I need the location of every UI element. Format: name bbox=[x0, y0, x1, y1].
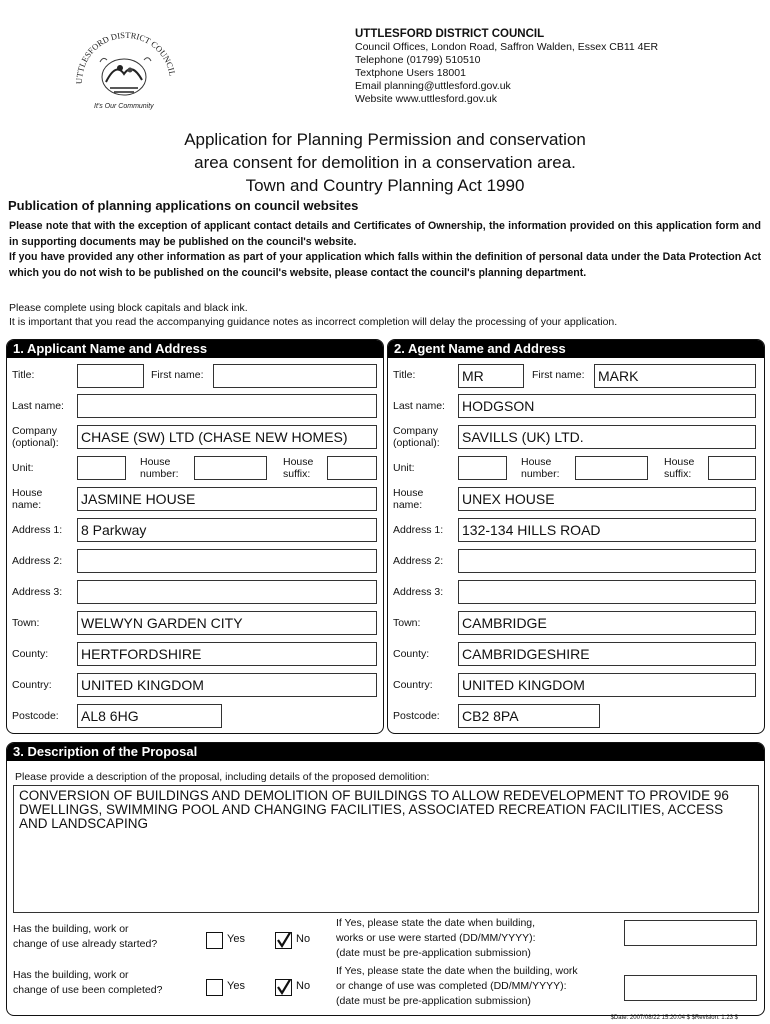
house-name-label: House name: bbox=[12, 487, 43, 511]
publication-heading: Publication of planning applications on council websites bbox=[8, 198, 359, 213]
q2-completion-date-field[interactable] bbox=[624, 975, 757, 1001]
q2-line1: Has the building, work or bbox=[13, 969, 129, 981]
agent-postcode-field[interactable]: CB2 8PA bbox=[458, 704, 600, 728]
agent-county-field[interactable]: CAMBRIDGESHIRE bbox=[458, 642, 756, 666]
proposal-heading: 3. Description of the Proposal bbox=[7, 743, 764, 761]
agent-house-name-field[interactable]: UNEX HOUSE bbox=[458, 487, 756, 511]
address2-label: Address 2: bbox=[12, 555, 63, 567]
applicant-postcode-field[interactable]: AL8 6HG bbox=[77, 704, 222, 728]
q2-yes-checkbox[interactable] bbox=[206, 979, 223, 996]
q1-yes-label: Yes bbox=[227, 933, 245, 945]
q2-line2: change of use been completed? bbox=[13, 984, 163, 996]
q1-started-label bbox=[13, 922, 157, 952]
revision-footer: $Date: 2007/08/22 15:20:04 $ $Revision: 1.23 $ bbox=[610, 1015, 738, 1021]
address3-label: Address 3: bbox=[12, 586, 63, 598]
applicant-first-name-field[interactable] bbox=[213, 364, 377, 388]
agent-heading: 2. Agent Name and Address bbox=[388, 340, 764, 358]
unit-label: Unit: bbox=[12, 462, 34, 474]
town-label: Town: bbox=[393, 617, 421, 629]
county-label: County: bbox=[393, 648, 430, 660]
applicant-title-field[interactable] bbox=[77, 364, 144, 388]
form-title bbox=[0, 128, 770, 197]
publication-notice bbox=[9, 219, 761, 281]
q2-date-line3: (date must be pre-application submission) bbox=[336, 995, 531, 1007]
form-title-line1: Application for Planning Permission and conservation bbox=[184, 130, 586, 149]
form-title-line2: area consent for demolition in a conservation area. bbox=[194, 153, 576, 172]
council-website[interactable]: Website www.uttlesford.gov.uk bbox=[355, 93, 498, 105]
q1-start-date-field[interactable] bbox=[624, 920, 757, 946]
publication-para1: Please note that with the exception of applicant contact details and Certificates of Ownership, the information provided on this application form and in supporting documents may be published on the council's website. bbox=[9, 220, 761, 248]
country-label: Country: bbox=[393, 679, 433, 691]
agent-address2-field[interactable] bbox=[458, 549, 756, 573]
applicant-house-suffix-field[interactable] bbox=[327, 456, 377, 480]
postcode-label: Postcode: bbox=[393, 710, 440, 722]
agent-address1-field[interactable]: 132-134 HILLS ROAD bbox=[458, 518, 756, 542]
house-suffix-label: House suffix: bbox=[664, 456, 695, 480]
q2-date-line2: or change of use was completed (DD/MM/YYYY): bbox=[336, 980, 567, 992]
applicant-address2-field[interactable] bbox=[77, 549, 377, 573]
q2-yes-label: Yes bbox=[227, 980, 245, 992]
applicant-house-number-field[interactable] bbox=[194, 456, 267, 480]
agent-last-name-field[interactable]: HODGSON bbox=[458, 394, 756, 418]
q2-date-line1: If Yes, please state the date when the building, work bbox=[336, 965, 578, 977]
svg-text:UTTLESFORD DISTRICT COUNCIL: UTTLESFORD DISTRICT COUNCIL bbox=[73, 29, 178, 85]
checkmark-icon bbox=[276, 980, 291, 995]
applicant-unit-field[interactable] bbox=[77, 456, 126, 480]
address3-label: Address 3: bbox=[393, 586, 444, 598]
applicant-address3-field[interactable] bbox=[77, 580, 377, 604]
first-name-label: First name: bbox=[151, 369, 204, 381]
svg-text:It's Our Community: It's Our Community bbox=[94, 103, 154, 110]
q2-completed-label bbox=[13, 968, 162, 998]
agent-address3-field[interactable] bbox=[458, 580, 756, 604]
applicant-house-name-field[interactable]: JASMINE HOUSE bbox=[77, 487, 377, 511]
q1-line2: change of use already started? bbox=[13, 938, 158, 950]
applicant-heading: 1. Applicant Name and Address bbox=[7, 340, 383, 358]
town-label: Town: bbox=[12, 617, 40, 629]
country-label: Country: bbox=[12, 679, 52, 691]
council-email[interactable]: Email planning@uttlesford.gov.uk bbox=[355, 80, 511, 92]
company-label: Company (optional): bbox=[393, 425, 440, 449]
applicant-town-field[interactable]: WELWYN GARDEN CITY bbox=[77, 611, 377, 635]
address2-label: Address 2: bbox=[393, 555, 444, 567]
applicant-company-field[interactable]: CHASE (SW) LTD (CHASE NEW HOMES) bbox=[77, 425, 377, 449]
agent-section bbox=[387, 339, 765, 734]
title-label: Title: bbox=[12, 369, 35, 381]
council-name: UTTLESFORD DISTRICT COUNCIL bbox=[355, 28, 545, 40]
checkmark-icon bbox=[276, 933, 291, 948]
applicant-county-field[interactable]: HERTFORDSHIRE bbox=[77, 642, 377, 666]
q2-date-label bbox=[336, 964, 578, 1009]
agent-unit-field[interactable] bbox=[458, 456, 507, 480]
house-number-label: House number: bbox=[140, 456, 179, 480]
proposal-section bbox=[6, 742, 765, 1016]
q1-date-line1: If Yes, please state the date when building, bbox=[336, 917, 536, 929]
agent-company-field[interactable]: SAVILLS (UK) LTD. bbox=[458, 425, 756, 449]
unit-label: Unit: bbox=[393, 462, 415, 474]
instructions bbox=[9, 301, 617, 329]
q2-no-label: No bbox=[296, 980, 311, 992]
instructions-line1: Please complete using block capitals and black ink. bbox=[9, 302, 248, 314]
county-label: County: bbox=[12, 648, 49, 660]
form-title-line3: Town and Country Planning Act 1990 bbox=[245, 176, 525, 195]
proposal-prompt: Please provide a description of the proposal, including details of the proposed demolition: bbox=[15, 771, 430, 783]
agent-house-number-field[interactable] bbox=[575, 456, 648, 480]
applicant-section bbox=[6, 339, 384, 734]
applicant-last-name-field[interactable] bbox=[77, 394, 377, 418]
council-textphone: Textphone Users 18001 bbox=[355, 67, 466, 79]
title-label: Title: bbox=[393, 369, 416, 381]
q1-no-label: No bbox=[296, 933, 311, 945]
house-number-label: House number: bbox=[521, 456, 560, 480]
council-contact-block bbox=[355, 28, 658, 106]
agent-country-field[interactable]: UNITED KINGDOM bbox=[458, 673, 756, 697]
q1-date-line3: (date must be pre-application submission) bbox=[336, 947, 531, 959]
address1-label: Address 1: bbox=[12, 524, 63, 536]
q1-yes-checkbox[interactable] bbox=[206, 932, 223, 949]
company-label: Company (optional): bbox=[12, 425, 59, 449]
q2-no-checkbox[interactable] bbox=[275, 979, 292, 996]
applicant-country-field[interactable]: UNITED KINGDOM bbox=[77, 673, 377, 697]
first-name-label: First name: bbox=[532, 369, 585, 381]
instructions-line2: It is important that you read the accompanying guidance notes as incorrect completion will delay the processing of your application. bbox=[9, 316, 618, 328]
q1-no-checkbox[interactable] bbox=[275, 932, 292, 949]
council-address: Council Offices, London Road, Saffron Walden, Essex CB11 4ER bbox=[355, 41, 659, 53]
house-suffix-label: House suffix: bbox=[283, 456, 314, 480]
applicant-address1-field[interactable]: 8 Parkway bbox=[77, 518, 377, 542]
address1-label: Address 1: bbox=[393, 524, 444, 536]
house-name-label: House name: bbox=[393, 487, 424, 511]
proposal-description-field[interactable]: CONVERSION OF BUILDINGS AND DEMOLITION OF BUILDINGS TO ALLOW REDEVELOPMENT TO PROVIDE 96 DWELLINGS, SWIMMING POOL AND CHANGING FACILITIES, ASSOCIATED RECREATION FACILITIES, ACCESS AND LANDSCAPING bbox=[13, 785, 759, 913]
publication-para2: If you have provided any other information as part of your application which falls within the definition of personal data under the Data Protection Act which you do not wish to be published on the council's website, please contact the council's planning department. bbox=[9, 251, 761, 279]
last-name-label: Last name: bbox=[393, 400, 445, 412]
q1-date-label bbox=[336, 916, 536, 961]
council-crest-logo bbox=[70, 22, 178, 114]
agent-house-suffix-field[interactable] bbox=[708, 456, 756, 480]
q1-date-line2: works or use were started (DD/MM/YYYY): bbox=[336, 932, 536, 944]
postcode-label: Postcode: bbox=[12, 710, 59, 722]
council-telephone: Telephone (01799) 510510 bbox=[355, 54, 481, 66]
agent-town-field[interactable]: CAMBRIDGE bbox=[458, 611, 756, 635]
q1-line1: Has the building, work or bbox=[13, 923, 129, 935]
agent-title-field[interactable]: MR bbox=[458, 364, 524, 388]
agent-first-name-field[interactable]: MARK bbox=[594, 364, 756, 388]
last-name-label: Last name: bbox=[12, 400, 64, 412]
